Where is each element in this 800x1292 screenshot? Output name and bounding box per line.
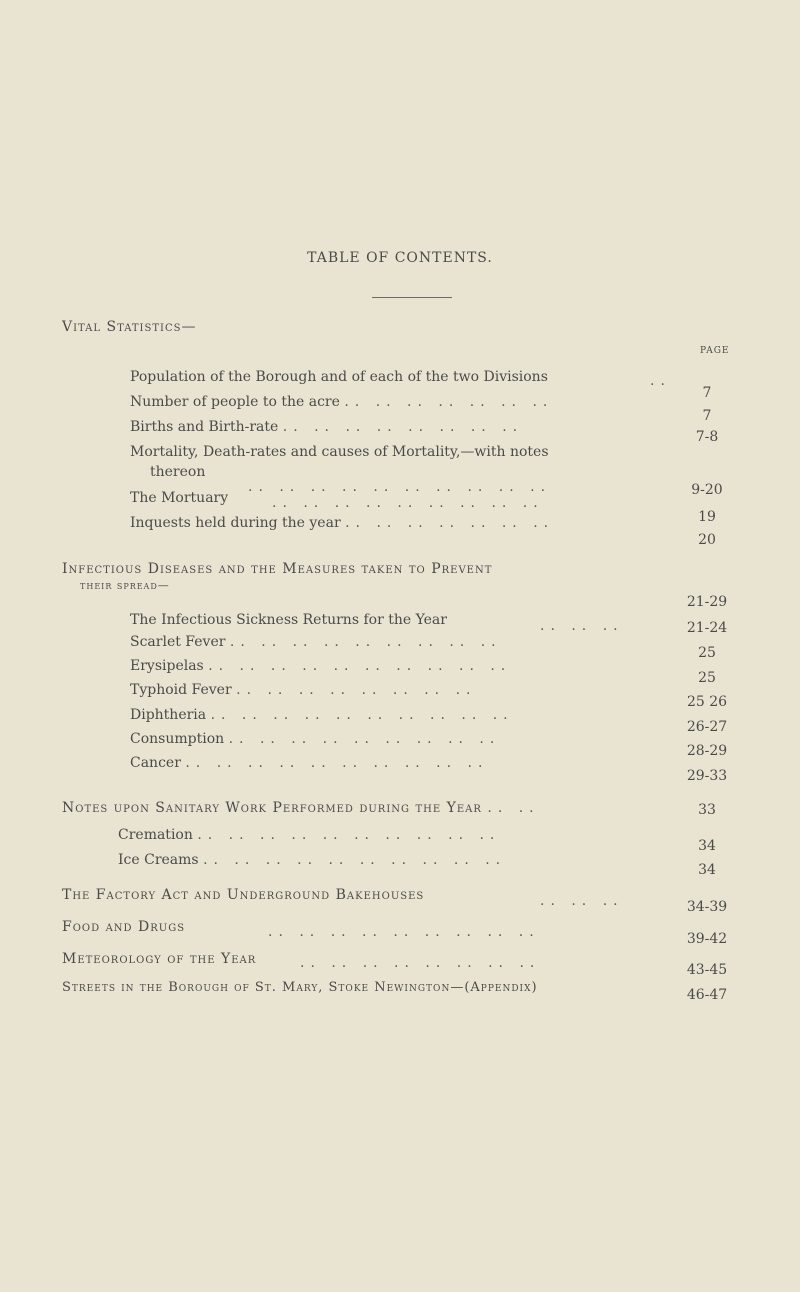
entry-page: 21-24	[686, 620, 728, 636]
leader-dots: .. .. .. .. .. .. .. .. ..	[228, 731, 501, 747]
toc-entry	[130, 489, 228, 507]
page-column-header: PAGE	[700, 346, 730, 356]
entry-page: 28-29	[686, 743, 728, 759]
entry-page: 29-33	[686, 768, 728, 784]
entry-label: Typhoid Fever	[130, 682, 232, 698]
leader-dots: .. .. .. .. .. .. .. .. .. ..	[208, 658, 512, 674]
toc-entry	[130, 730, 500, 748]
leader-dots: .. .. .. .. .. .. .. ..	[282, 419, 524, 435]
entry-page: 25	[698, 670, 716, 686]
entry-label: Mortality, Death-rates and causes of Mortality,—with notes	[130, 444, 549, 460]
leader-dots: .. .. .. .. .. .. .. .. ..	[229, 634, 502, 650]
toc-entry	[130, 443, 549, 461]
entry-page: 46-47	[686, 987, 728, 1003]
entry-page: 43-45	[686, 962, 728, 978]
entry-label: Food and Drugs	[62, 919, 186, 935]
entry-page: 26-27	[686, 719, 728, 735]
entry-label: Inquests held during the year	[130, 515, 341, 531]
toc-heading-entry	[62, 950, 256, 968]
leader-dots: .. .. .. .. .. .. .. .. ..	[268, 924, 540, 940]
section-page: 33	[698, 802, 716, 818]
entry-page: 34	[698, 838, 716, 854]
toc-entry	[130, 754, 488, 772]
leader-dots: .. .. .. .. .. .. .. ..	[300, 955, 541, 971]
entry-label: Erysipelas	[130, 658, 204, 674]
leader-dots: .. .. ..	[540, 618, 624, 634]
entry-page: 34	[698, 862, 716, 878]
entry-label: Scarlet Fever	[130, 634, 226, 650]
heading-label: Notes upon Sanitary Work Performed during the Year	[62, 800, 482, 816]
toc-entry	[130, 393, 553, 411]
leader-dots: .. .. ..	[540, 893, 624, 909]
toc-entry	[130, 633, 502, 651]
section-page: 21-29	[686, 594, 728, 610]
section-heading	[62, 799, 540, 817]
entry-page: 7	[702, 408, 712, 424]
toc-entry	[130, 418, 523, 436]
entry-page: 25	[698, 645, 716, 661]
entry-label: The Mortuary	[130, 490, 229, 506]
leader-dots: .. .. .. .. .. .. .. .. .. ..	[185, 755, 489, 771]
leader-dots: .. .. .. .. .. .. .. .. ..	[272, 495, 544, 511]
leader-dots: .. ..	[487, 800, 540, 816]
toc-entry	[130, 368, 548, 386]
leader-dots: ..	[650, 373, 671, 389]
title-rule	[372, 297, 452, 298]
toc-entry	[118, 826, 500, 844]
entry-label: thereon	[150, 464, 206, 480]
toc-heading-entry	[62, 886, 424, 904]
entry-label: The Infectious Sickness Returns for the Year	[130, 612, 447, 628]
entry-page: 7	[702, 385, 712, 401]
leader-dots: .. .. .. .. .. .. .. .. .. ..	[197, 827, 501, 843]
toc-entry	[130, 681, 476, 699]
entry-label: Ice Creams	[118, 852, 199, 868]
entry-label: Meteorology of the Year	[62, 951, 257, 967]
leader-dots: .. .. .. .. .. .. ..	[344, 394, 554, 410]
toc-heading-entry	[62, 979, 538, 997]
toc-entry	[130, 514, 554, 532]
entry-label: The Factory Act and Underground Bakehouses	[62, 887, 425, 903]
entry-label: Population of the Borough and of each of the two Divisions	[130, 369, 548, 385]
toc-entry-continued	[150, 463, 205, 481]
section-heading: Vital Statistics—	[62, 319, 197, 335]
toc-entry	[130, 706, 514, 724]
section-heading-continued: their spread—	[80, 579, 170, 592]
entry-label: Number of people to the acre	[130, 394, 340, 410]
section-heading: Infectious Diseases and the Measures taken to Prevent	[62, 561, 493, 577]
leader-dots: .. .. .. .. .. .. .. ..	[236, 682, 477, 698]
leader-dots: .. .. .. .. .. .. .. .. .. ..	[248, 479, 552, 495]
entry-label: Cancer	[130, 755, 181, 771]
entry-page: 20	[698, 532, 716, 548]
toc-heading-entry	[62, 918, 185, 936]
entry-label: Consumption	[130, 731, 225, 747]
leader-dots: .. .. .. .. .. .. .. .. .. ..	[210, 707, 514, 723]
leader-dots: .. .. .. .. .. .. .. .. .. ..	[203, 852, 507, 868]
entry-page: 9-20	[691, 482, 723, 498]
entry-label: Births and Birth-rate	[130, 419, 279, 435]
page-title: TABLE OF CONTENTS.	[307, 250, 493, 266]
toc-entry	[118, 851, 506, 869]
entry-page: 39-42	[686, 931, 728, 947]
entry-page: 7-8	[695, 429, 719, 445]
entry-label: Cremation	[118, 827, 193, 843]
entry-page: 19	[698, 509, 716, 525]
entry-label: Diphtheria	[130, 707, 207, 723]
entry-label: Streets in the Borough of St. Mary, Stoke Newington—(Appendix)	[62, 980, 538, 995]
entry-page: 34-39	[686, 899, 728, 915]
toc-entry	[130, 657, 511, 675]
toc-entry	[130, 611, 447, 629]
leader-dots: .. .. .. .. .. .. ..	[345, 515, 555, 531]
entry-page: 25 26	[686, 694, 728, 710]
